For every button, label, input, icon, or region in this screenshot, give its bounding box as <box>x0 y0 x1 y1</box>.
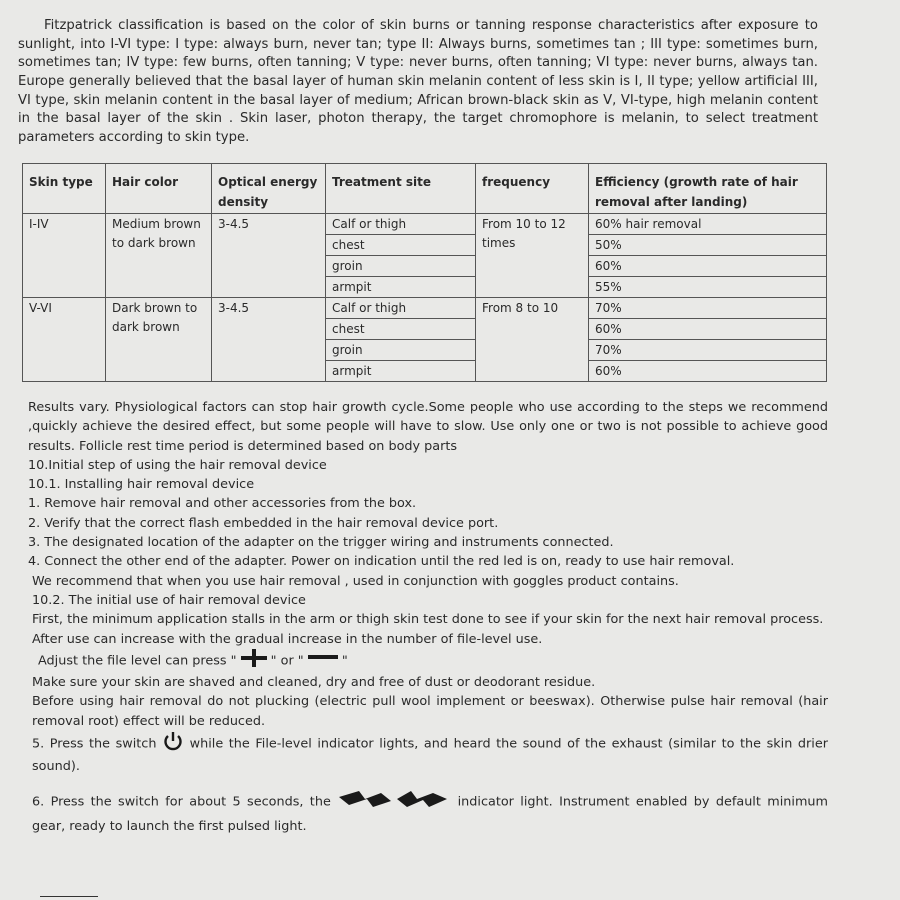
first-use-note: First, the minimum application stalls in the arm or thigh skin test done to see if your skin for the next hair removal process. <box>32 612 824 628</box>
header-skin-type: Skin type <box>23 164 106 214</box>
cell-sites <box>326 214 476 298</box>
pluck-note: Before using hair removal do not plucking (electric pull wool implement or beeswax). Otherwise pulse hair removal (hair removal root) effect will be reduced. <box>32 694 828 729</box>
site-item: groin <box>326 256 475 277</box>
site-item: Calf or thigh <box>326 214 475 235</box>
header-efficiency: Efficiency (growth rate of hair removal after landing) <box>589 164 827 214</box>
table-header-row <box>23 164 827 214</box>
adjust-text-c: " <box>341 653 348 669</box>
step-5-text-a: 5. Press the switch <box>32 736 157 752</box>
site-item: Calf or thigh <box>326 298 475 319</box>
site-item: armpit <box>332 280 372 294</box>
step-6-text-a: 6. Press the switch for about 5 seconds, the <box>32 794 331 810</box>
efficiency-item: 60% <box>589 319 826 340</box>
site-item: armpit <box>332 364 372 378</box>
cell-skin-type: I-IV <box>23 214 106 298</box>
adjust-level-line <box>28 649 828 673</box>
fitzpatrick-intro: Fitzpatrick classification is based on the color of skin burns or tanning response characteristics after exposure to sunlight, into I-VI type: I type: always burn, never tan; type II: Always burns, sometimes tan ; III type: sometimes burn, sometimes tan; IV type: few burns, often tanning; V type: never burns, often tanning; VI type: never burns, always tan. Europe generally believed that the basal layer of human skin melanin content of less skin is I, II type; yellow artificial III, VI type, skin melanin content in the basal layer of medium; African brown-black skin as V, VI-type, high melanin content in the basal layer of the skin . Skin laser, photon therapy, the target chromophore is melanin, to select treatment parameters according to skin type. <box>18 18 818 145</box>
site-item: groin <box>326 340 475 361</box>
skin-type-table <box>22 163 827 382</box>
cell-efficiency <box>589 298 827 382</box>
step-4: 4. Connect the other end of the adapter. Power on indication until the red led is on, ready to use hair removal. <box>28 554 735 570</box>
shave-note: Make sure your skin are shaved and cleaned, dry and free of dust or deodorant residue. <box>32 675 596 691</box>
section-10-1-heading: 10.1. Installing hair removal device <box>28 477 255 493</box>
efficiency-item: 60% <box>589 256 826 277</box>
section-10-heading: 10.Initial step of using the hair removal device <box>28 457 327 473</box>
efficiency-item: 60% <box>595 364 622 378</box>
efficiency-item: 50% <box>589 235 826 256</box>
step-5 <box>28 731 828 777</box>
after-use-note: After use can increase with the gradual increase in the number of file-level use. <box>32 631 543 647</box>
efficiency-item: 70% <box>589 340 826 361</box>
power-icon <box>162 731 184 757</box>
instructions <box>28 398 828 836</box>
adjust-text-b: " or " <box>270 653 304 669</box>
step-6 <box>28 787 828 837</box>
lightning-indicator-icon <box>337 787 451 817</box>
step-2: 2. Verify that the correct flash embedded in the hair removal device port. <box>28 515 499 531</box>
step-3: 3. The designated location of the adapter on the trigger wiring and instruments connected. <box>28 535 614 551</box>
plus-icon <box>241 649 267 673</box>
site-item: chest <box>326 235 475 256</box>
cell-energy: 3-4.5 <box>212 214 326 298</box>
efficiency-item: 60% hair removal <box>589 214 826 235</box>
header-frequency: frequency <box>476 164 589 214</box>
cell-sites <box>326 298 476 382</box>
site-item: chest <box>326 319 475 340</box>
section-10-2-heading: 10.2. The initial use of hair removal device <box>32 592 306 608</box>
header-energy: Optical energy density <box>212 164 326 214</box>
step-5-text-b: while the File-level indicator lights, and heard the sound of the exhaust (similar to the skin drier sound). <box>32 736 828 775</box>
goggles-note: We recommend that when you use hair removal , used in conjunction with goggles product contains. <box>32 573 679 589</box>
efficiency-item: 55% <box>595 280 622 294</box>
step-6-text-b: indicator light. Instrument enabled by default minimum gear, ready to launch the first pulsed light. <box>32 794 828 834</box>
cell-energy: 3-4.5 <box>212 298 326 382</box>
cell-hair-color: Medium brown to dark brown <box>106 214 212 298</box>
table-row <box>23 214 827 298</box>
cell-hair-color: Dark brown to dark brown <box>106 298 212 382</box>
divider <box>40 896 98 897</box>
header-treatment-site: Treatment site <box>326 164 476 214</box>
cell-frequency: From 8 to 10 <box>476 298 589 382</box>
cell-skin-type: V-VI <box>23 298 106 382</box>
table-row <box>23 298 827 382</box>
adjust-text-a: Adjust the file level can press " <box>38 653 237 669</box>
efficiency-item: 70% <box>589 298 826 319</box>
step-1: 1. Remove hair removal and other accessories from the box. <box>28 496 417 512</box>
minus-icon <box>308 649 338 673</box>
cell-frequency: From 10 to 12 times <box>476 214 589 298</box>
header-hair-color: Hair color <box>106 164 212 214</box>
cell-efficiency <box>589 214 827 298</box>
results-paragraph: Results vary. Physiological factors can stop hair growth cycle.Some people who use according to the steps we recommend ,quickly achieve the desired effect, but some people will have to slow. Use only one or two is not possible to achieve good results. Follicle rest time period is determined based on body parts <box>28 400 828 454</box>
